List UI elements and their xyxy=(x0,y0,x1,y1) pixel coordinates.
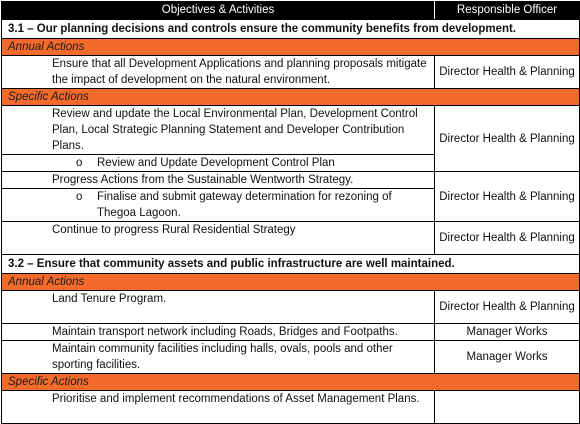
table-row xyxy=(2,222,580,255)
header-responsible-officer: Responsible Officer xyxy=(435,2,580,20)
table-row xyxy=(2,56,580,89)
table-row xyxy=(2,324,580,341)
section-title-3-1: 3.1 – Our planning decisions and controls ensure the community benefits from development. xyxy=(2,20,580,39)
table-header-row xyxy=(2,2,580,20)
section-title-3-2: 3.2 – Ensure that community assets and public infrastructure are well maintained. xyxy=(2,255,580,274)
bullet-marker: o xyxy=(76,157,83,169)
responsible-officer: Director Health & Planning xyxy=(435,222,580,255)
activity-text: Progress Actions from the Sustainable Wentworth Strategy. xyxy=(2,172,435,189)
header-objectives: Objectives & Activities xyxy=(2,2,435,20)
band-row xyxy=(2,89,580,106)
section-row-3-1 xyxy=(2,20,580,39)
section-row-3-2 xyxy=(2,255,580,274)
responsible-officer: Director Health & Planning xyxy=(435,172,580,222)
specific-actions-label: Specific Actions xyxy=(2,89,580,106)
actions-table xyxy=(1,1,580,424)
band-row xyxy=(2,39,580,56)
sub-activity xyxy=(2,155,435,172)
table-row xyxy=(2,391,580,424)
responsible-officer: Director Health & Planning xyxy=(435,291,580,324)
responsible-officer xyxy=(435,391,580,424)
activity-text: Maintain transport network including Roads, Bridges and Footpaths. xyxy=(2,324,435,341)
table-row xyxy=(2,172,580,189)
specific-actions-label: Specific Actions xyxy=(2,374,580,391)
activity-text: Land Tenure Program. xyxy=(2,291,435,324)
activity-text: Prioritise and implement recommendations of Asset Management Plans. xyxy=(2,391,435,424)
activity-text: Ensure that all Development Applications and planning proposals mitigate the impact of development on the natural environment. xyxy=(2,56,435,89)
band-row xyxy=(2,374,580,391)
table-row xyxy=(2,341,580,374)
bullet-marker: o xyxy=(76,191,83,203)
table-row xyxy=(2,291,580,324)
sub-activity-text: Finalise and submit gateway determination for rezoning of Thegoa Lagoon. xyxy=(97,191,392,219)
annual-actions-label: Annual Actions xyxy=(2,39,580,56)
sub-activity xyxy=(2,189,435,222)
table-row xyxy=(2,106,580,155)
responsible-officer: Manager Works xyxy=(435,341,580,374)
annual-actions-label: Annual Actions xyxy=(2,274,580,291)
activity-text: Continue to progress Rural Residential Strategy xyxy=(2,222,435,255)
band-row xyxy=(2,274,580,291)
sub-activity-text: Review and Update Development Control Plan xyxy=(97,157,335,169)
activity-text: Review and update the Local Environmental Plan, Development Control Plan, Local Strategic Planning Statement and Developer Contribution Plans. xyxy=(2,106,435,155)
responsible-officer: Director Health & Planning xyxy=(435,106,580,172)
responsible-officer: Manager Works xyxy=(435,324,580,341)
responsible-officer: Director Health & Planning xyxy=(435,56,580,89)
activity-text: Maintain community facilities including halls, ovals, pools and other sporting facilities. xyxy=(2,341,435,374)
